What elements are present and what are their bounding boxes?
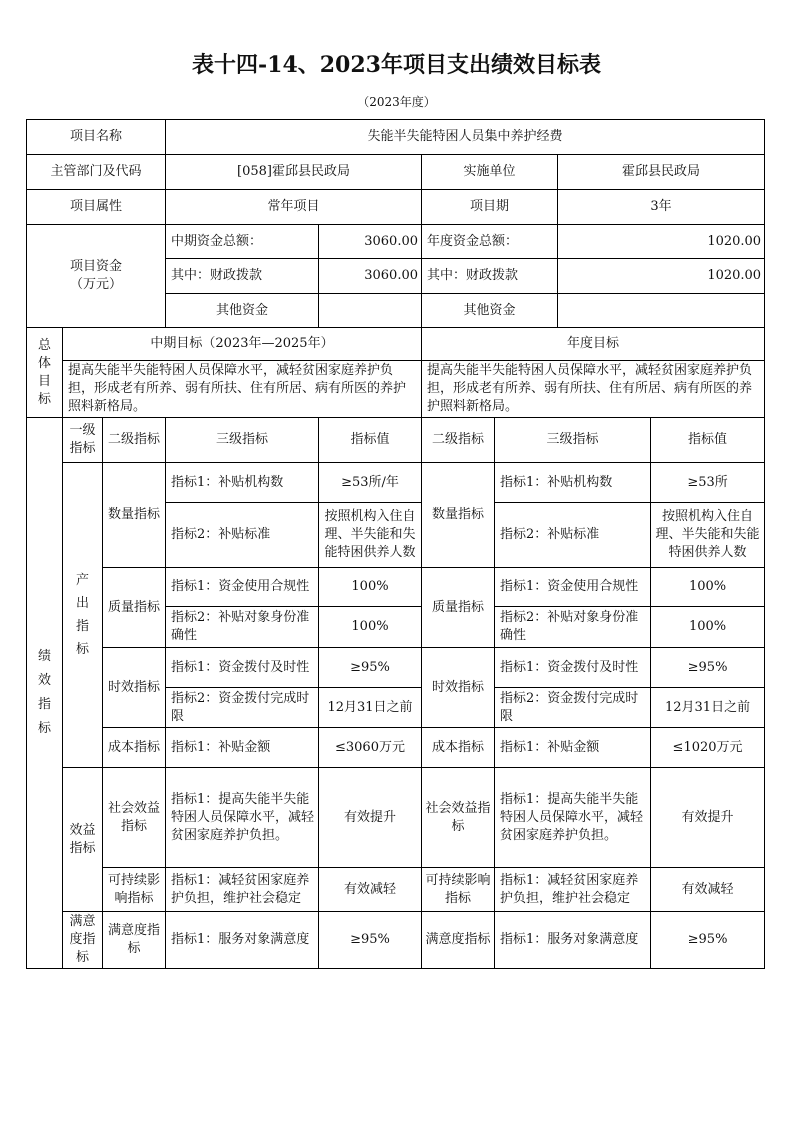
department-label: 主管部门及代码 bbox=[27, 155, 166, 190]
performance-indicators-label-text: 绩效指标 bbox=[38, 649, 52, 736]
indicator-name: 指标2：补贴对象身份准确性 bbox=[166, 607, 319, 648]
indicator-name: 指标1：减轻贫困家庭养护负担，维护社会稳定 bbox=[495, 868, 651, 912]
performance-target-table bbox=[26, 119, 765, 969]
performance-indicators-label bbox=[27, 418, 63, 969]
indicator-value: ≥95% bbox=[651, 912, 765, 969]
indicator-name: 指标1：资金拨付及时性 bbox=[166, 648, 319, 688]
effect-indicators-label: 效益指标 bbox=[63, 768, 103, 912]
project-funds-label bbox=[27, 225, 166, 328]
indicator-name: 指标1：资金使用合规性 bbox=[495, 568, 651, 607]
indicator-name: 指标1：补贴机构数 bbox=[495, 463, 651, 503]
project-name-value: 失能半失能特困人员集中养护经费 bbox=[166, 120, 765, 155]
indicator-name: 指标1：服务对象满意度 bbox=[495, 912, 651, 969]
satisfaction-mid-label: 满意度指标 bbox=[103, 912, 166, 969]
year-total-funds-value: 1020.00 bbox=[558, 225, 765, 259]
indicator-value: ≥95% bbox=[319, 648, 422, 688]
indicator-value: ≥53所/年 bbox=[319, 463, 422, 503]
year-goal-text: 提高失能半失能特困人员保障水平，减轻贫困家庭养护负担，形成老有所养、弱有所扶、住有所居、病有所医的养护照料新格局。 bbox=[422, 361, 765, 418]
table-row bbox=[27, 190, 765, 225]
indicator-value: 12月31日之前 bbox=[651, 688, 765, 728]
mid-total-funds-label: 中期资金总额： bbox=[166, 225, 319, 259]
level3-year-header: 三级指标 bbox=[495, 418, 651, 463]
project-attribute-label: 项目属性 bbox=[27, 190, 166, 225]
indicator-name: 指标1：减轻贫困家庭养护负担，维护社会稳定 bbox=[166, 868, 319, 912]
table-row bbox=[27, 155, 765, 190]
table-row bbox=[27, 868, 765, 912]
year-fiscal-funds-label: 其中：财政拨款 bbox=[422, 259, 558, 294]
table-row bbox=[27, 912, 765, 969]
year-other-funds-value bbox=[558, 294, 765, 328]
cost-year-label: 成本指标 bbox=[422, 728, 495, 768]
table-row bbox=[27, 648, 765, 688]
mid-goal-text: 提高失能半失能特困人员保障水平，减轻贫困家庭养护负担，形成老有所养、弱有所扶、住有所居、病有所医的养护照料新格局。 bbox=[63, 361, 422, 418]
table-row bbox=[27, 728, 765, 768]
quantity-year-label: 数量指标 bbox=[422, 463, 495, 568]
social-year-label: 社会效益指标 bbox=[422, 768, 495, 868]
table-row bbox=[27, 463, 765, 503]
table-row bbox=[27, 120, 765, 155]
cost-mid-label: 成本指标 bbox=[103, 728, 166, 768]
indicator-value: 按照机构入住自理、半失能和失能特困供养人数 bbox=[319, 503, 422, 568]
quality-year-label: 质量指标 bbox=[422, 568, 495, 648]
indicator-value: 有效提升 bbox=[651, 768, 765, 868]
indicator-name: 指标1：提高失能半失能特困人员保障水平，减轻贫困家庭养护负担。 bbox=[495, 768, 651, 868]
overall-goal-label bbox=[27, 328, 63, 418]
page-subtitle: （2023年度） bbox=[357, 95, 436, 109]
page-title: 表十四-14、2023年项目支出绩效目标表 bbox=[192, 52, 601, 78]
indicator-value: 100% bbox=[319, 607, 422, 648]
indicator-value: ≥95% bbox=[651, 648, 765, 688]
level1-header: 一级指标 bbox=[63, 418, 103, 463]
indicator-value: 100% bbox=[651, 568, 765, 607]
indicator-name: 指标1：补贴机构数 bbox=[166, 463, 319, 503]
year-goal-header: 年度目标 bbox=[422, 328, 765, 361]
project-funds-unit: （万元） bbox=[69, 277, 122, 292]
indicator-value: 按照机构入住自理、半失能和失能特困供养人数 bbox=[651, 503, 765, 568]
project-name-label: 项目名称 bbox=[27, 120, 166, 155]
table-row bbox=[27, 768, 765, 868]
satisfaction-indicators-label: 满意度指标 bbox=[63, 912, 103, 969]
indicator-value: 12月31日之前 bbox=[319, 688, 422, 728]
quantity-mid-label: 数量指标 bbox=[103, 463, 166, 568]
indicator-name: 指标1：补贴金额 bbox=[495, 728, 651, 768]
year-fiscal-funds-value: 1020.00 bbox=[558, 259, 765, 294]
indicator-value: 有效减轻 bbox=[319, 868, 422, 912]
year-total-funds-label: 年度资金总额： bbox=[422, 225, 558, 259]
indicator-value: 有效减轻 bbox=[651, 868, 765, 912]
indicator-name: 指标2：补贴对象身份准确性 bbox=[495, 607, 651, 648]
indicator-value: 100% bbox=[651, 607, 765, 648]
indicator-value: 100% bbox=[319, 568, 422, 607]
level3-mid-header: 三级指标 bbox=[166, 418, 319, 463]
table-row bbox=[27, 568, 765, 607]
output-indicators-label-text: 产出指标 bbox=[76, 573, 90, 657]
indicator-name: 指标2：补贴标准 bbox=[166, 503, 319, 568]
project-attribute-value: 常年项目 bbox=[166, 190, 422, 225]
timeliness-year-label: 时效指标 bbox=[422, 648, 495, 728]
sustainable-year-label: 可持续影响指标 bbox=[422, 868, 495, 912]
implementing-unit-value: 霍邱县民政局 bbox=[558, 155, 765, 190]
overall-goal-label-text: 总体目标 bbox=[38, 337, 52, 407]
output-indicators-label bbox=[63, 463, 103, 768]
indicator-value: ≤3060万元 bbox=[319, 728, 422, 768]
mid-fiscal-funds-label: 其中：财政拨款 bbox=[166, 259, 319, 294]
indicator-value: 有效提升 bbox=[319, 768, 422, 868]
value-year-header: 指标值 bbox=[651, 418, 765, 463]
mid-total-funds-value: 3060.00 bbox=[319, 225, 422, 259]
value-mid-header: 指标值 bbox=[319, 418, 422, 463]
indicator-name: 指标2：补贴标准 bbox=[495, 503, 651, 568]
mid-other-funds-label: 其他资金 bbox=[166, 294, 319, 328]
timeliness-mid-label: 时效指标 bbox=[103, 648, 166, 728]
table-row bbox=[27, 328, 765, 361]
level2-mid-header: 二级指标 bbox=[103, 418, 166, 463]
indicator-name: 指标1：服务对象满意度 bbox=[166, 912, 319, 969]
indicator-value: ≥53所 bbox=[651, 463, 765, 503]
table-row bbox=[27, 225, 765, 259]
social-mid-label: 社会效益指标 bbox=[103, 768, 166, 868]
department-value: [058]霍邱县民政局 bbox=[166, 155, 422, 190]
indicator-name: 指标1：补贴金额 bbox=[166, 728, 319, 768]
table-row bbox=[27, 418, 765, 463]
table-row bbox=[27, 361, 765, 418]
indicator-value: ≥95% bbox=[319, 912, 422, 969]
project-period-value: 3年 bbox=[558, 190, 765, 225]
quality-mid-label: 质量指标 bbox=[103, 568, 166, 648]
level2-year-header: 二级指标 bbox=[422, 418, 495, 463]
indicator-name: 指标1：提高失能半失能特困人员保障水平，减轻贫困家庭养护负担。 bbox=[166, 768, 319, 868]
implementing-unit-label: 实施单位 bbox=[422, 155, 558, 190]
indicator-name: 指标1：资金拨付及时性 bbox=[495, 648, 651, 688]
indicator-value: ≤1020万元 bbox=[651, 728, 765, 768]
project-funds-title: 项目资金 bbox=[69, 259, 122, 274]
project-period-label: 项目期 bbox=[422, 190, 558, 225]
satisfaction-year-label: 满意度指标 bbox=[422, 912, 495, 969]
indicator-name: 指标1：资金使用合规性 bbox=[166, 568, 319, 607]
year-other-funds-label: 其他资金 bbox=[422, 294, 558, 328]
mid-other-funds-value bbox=[319, 294, 422, 328]
mid-goal-header: 中期目标（2023年—2025年） bbox=[63, 328, 422, 361]
mid-fiscal-funds-value: 3060.00 bbox=[319, 259, 422, 294]
indicator-name: 指标2：资金拨付完成时限 bbox=[495, 688, 651, 728]
indicator-name: 指标2：资金拨付完成时限 bbox=[166, 688, 319, 728]
sustainable-mid-label: 可持续影响指标 bbox=[103, 868, 166, 912]
